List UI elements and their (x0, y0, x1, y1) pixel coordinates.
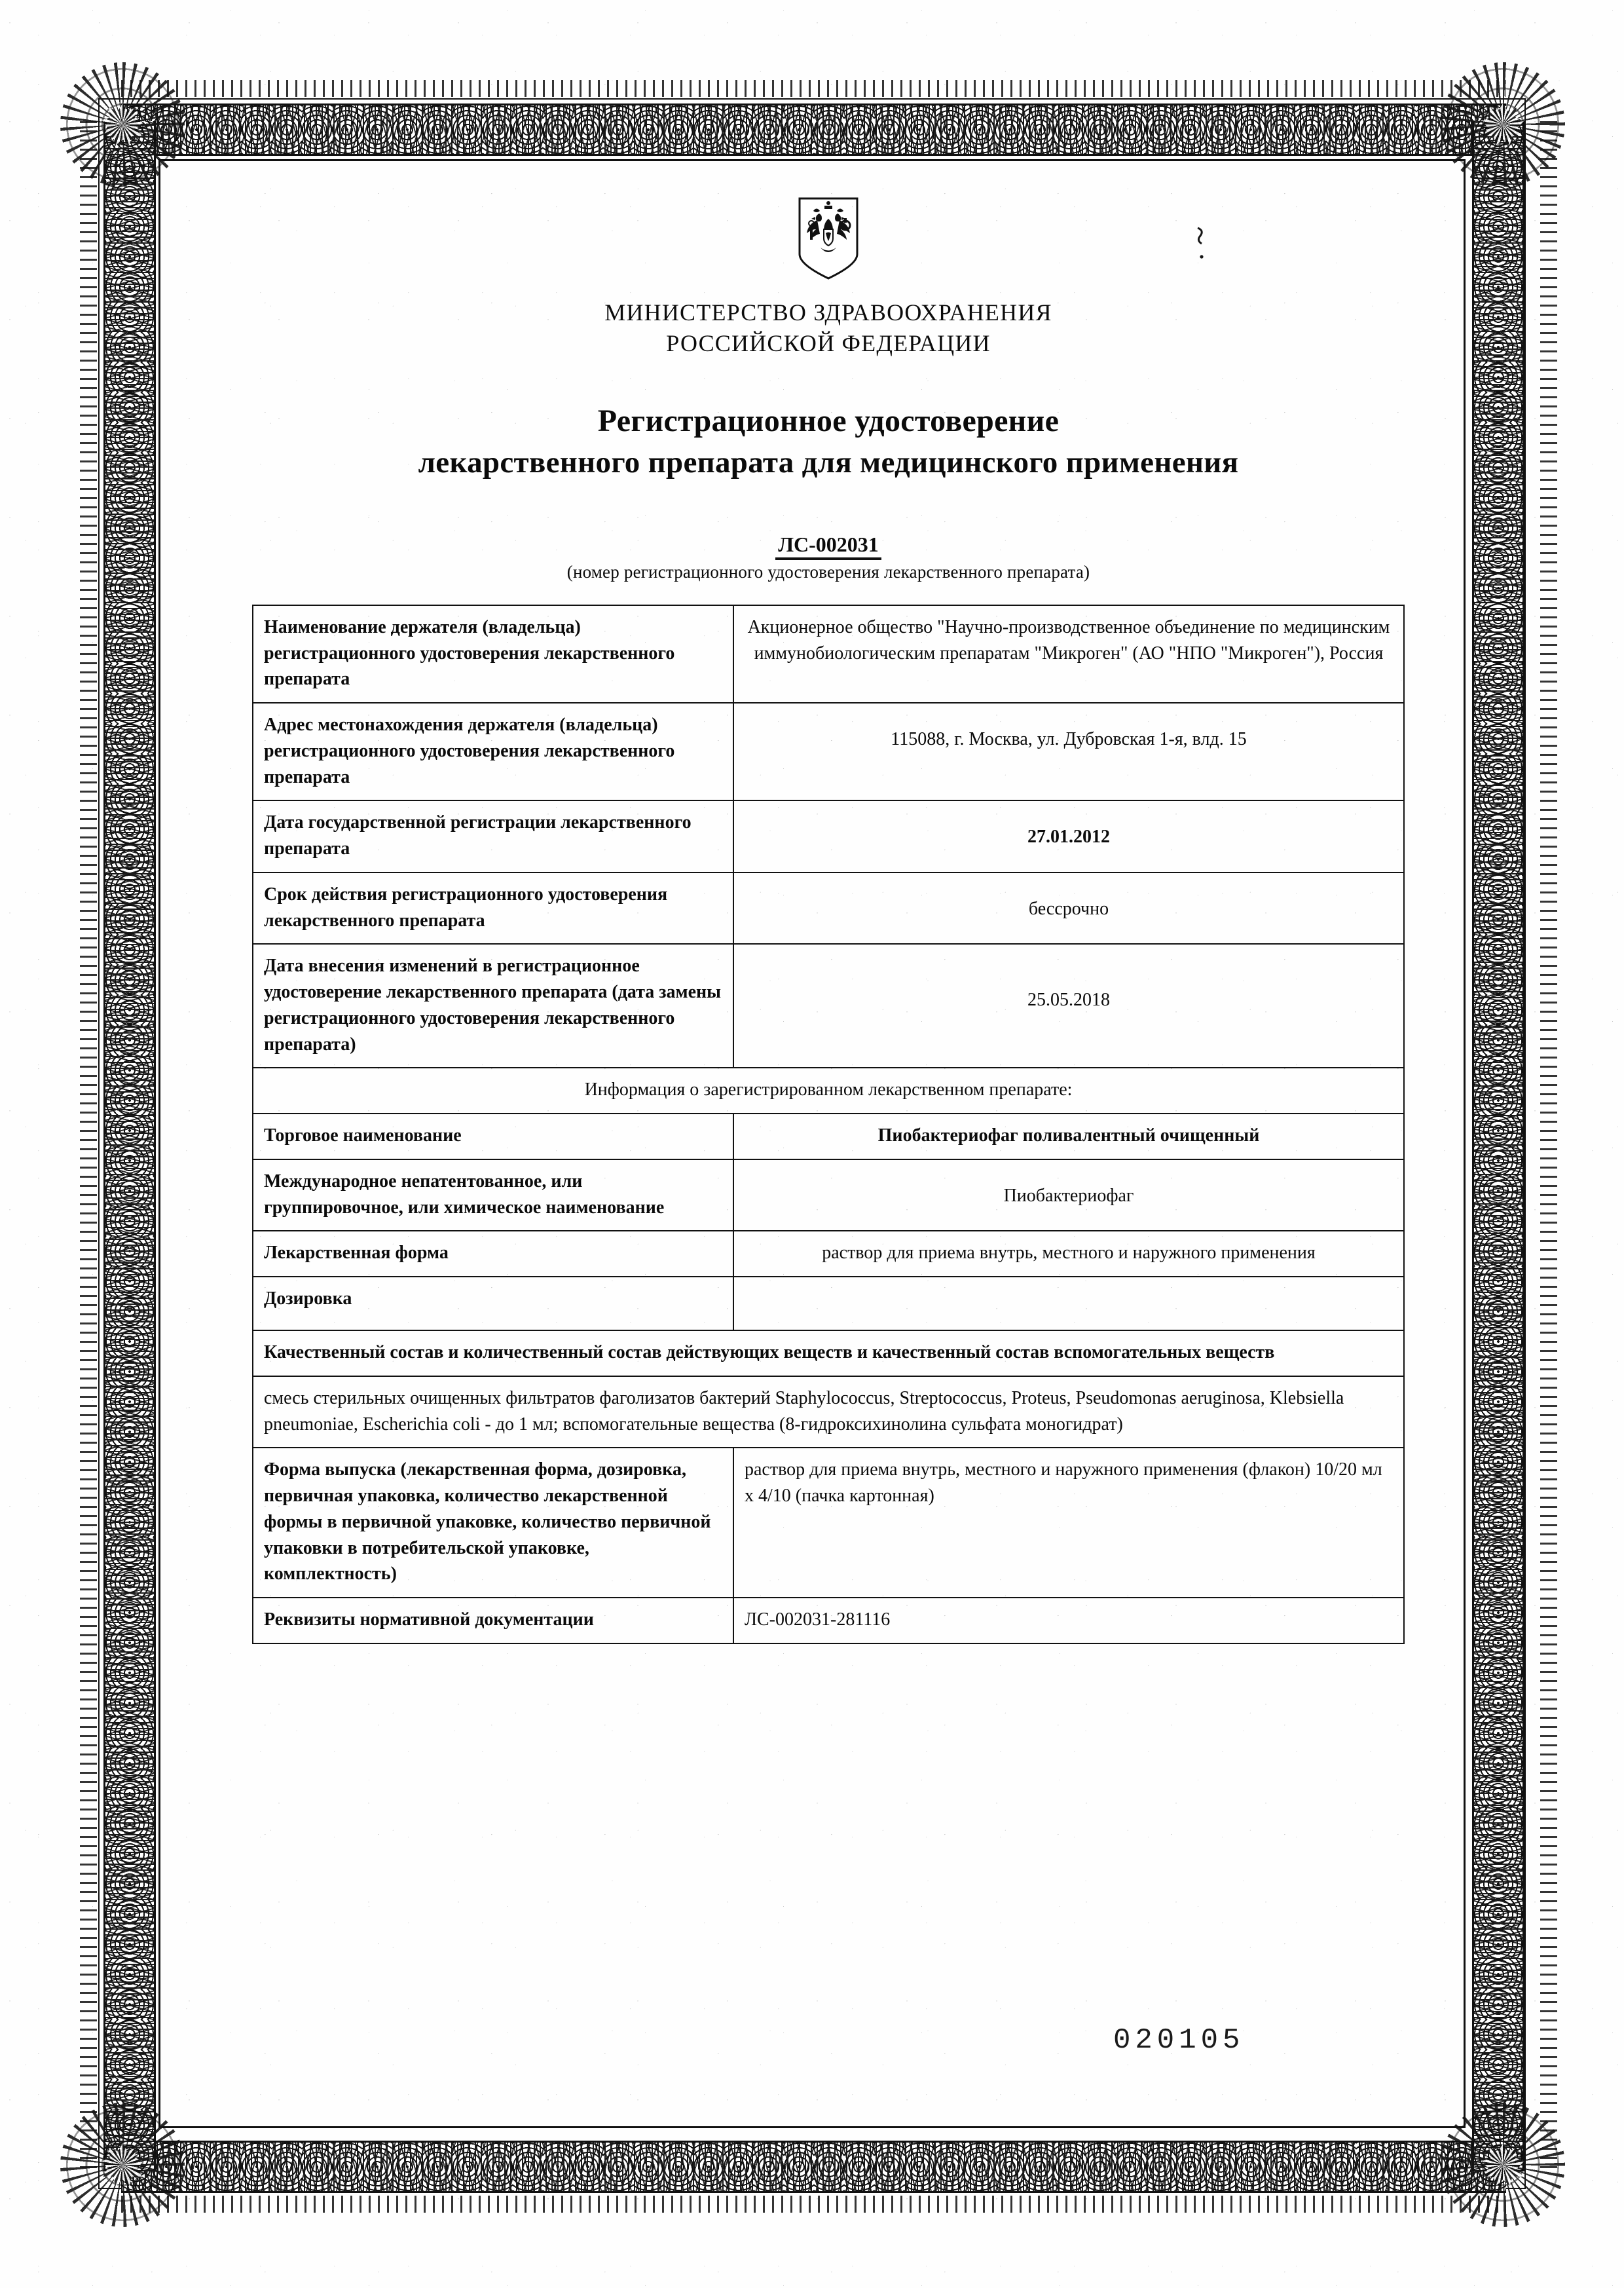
row-label: Торговое наименование (253, 1114, 733, 1159)
row-label: Лекарственная форма (253, 1231, 733, 1277)
row-value: ЛС-002031-281116 (733, 1598, 1404, 1643)
ministry-heading (226, 297, 1431, 359)
title-line-2: лекарственного препарата для медицинского применения (418, 445, 1239, 479)
guilloche-band-left (103, 121, 156, 2171)
registration-number-caption: (номер регистрационного удостоверения лекарственного препарата) (566, 561, 1090, 582)
row-label: Форма выпуска (лекарственная форма, дозировка, первичная упаковка, количество лекарственной формы в первичной упаковке, количество первичной упаковки в потребительской упаковке, комплектность) (253, 1448, 733, 1598)
ministry-line-1: МИНИСТЕРСТВО ЗДРАВООХРАНЕНИЯ (604, 299, 1052, 326)
table-row (253, 800, 1404, 872)
row-value: 27.01.2012 (733, 800, 1404, 872)
row-label: Наименование держателя (владельца) регистрационного удостоверения лекарственного препарата (253, 605, 733, 703)
registration-number-value: ЛС-002031 (775, 533, 881, 560)
row-value: 25.05.2018 (733, 944, 1404, 1068)
serial-number: 020105 (1113, 2024, 1245, 2057)
table-row (253, 944, 1404, 1068)
corner-rosette-top-left (60, 62, 185, 187)
table-banner-row (253, 1068, 1404, 1114)
tick-band-left (80, 121, 97, 2171)
table-row (253, 1448, 1404, 1598)
border-rule-top-inner (158, 159, 1466, 161)
guilloche-band-right (1472, 121, 1524, 2171)
table-row (253, 1231, 1404, 1277)
composition-text: смесь стерильных очищенных фильтратов фаголизатов бактерий Staphylococcus, Streptococcus, Proteus, Pseudomonas aeruginosa, Klebsiella pneumoniae, Escherichia coli - до 1 мл; вспомогательные вещества (8-гидроксихинолина сульфата моногидрат) (253, 1376, 1404, 1448)
corner-rosette-bottom-left (60, 2103, 185, 2227)
border-rule-right-outer (1524, 98, 1526, 2189)
row-label: Международное непатентованное, или группировочное, или химическое наименование (253, 1159, 733, 1231)
row-value (733, 1277, 1404, 1330)
guilloche-band-bottom (121, 2141, 1506, 2193)
row-label: Реквизиты нормативной документации (253, 1598, 733, 1643)
row-value: Пиобактериофаг поливалентный очищенный (733, 1114, 1404, 1159)
registration-number (226, 533, 1431, 557)
row-label: Дата государственной регистрации лекарственного препарата (253, 800, 733, 872)
table-row (253, 1598, 1404, 1643)
tick-band-bottom (121, 2196, 1506, 2213)
table-row (253, 1376, 1404, 1448)
table-row (253, 1159, 1404, 1231)
table-row (253, 703, 1404, 800)
row-label: Срок действия регистрационного удостоверения лекарственного препарата (253, 872, 733, 945)
corner-rosette-top-right (1441, 62, 1565, 187)
border-rule-bottom-inner (158, 2126, 1466, 2128)
guilloche-band-top (121, 103, 1506, 156)
table-row (253, 1330, 1404, 1376)
table-row (253, 1114, 1404, 1159)
composition-header: Качественный состав и количественный состав действующих веществ и качественный состав вспомогательных веществ (253, 1330, 1404, 1376)
table-row (253, 605, 1404, 703)
tick-band-right (1540, 121, 1557, 2171)
registration-data-table (252, 605, 1405, 1644)
row-value: Пиобактериофаг (733, 1159, 1404, 1231)
corner-rosette-bottom-right (1441, 2103, 1565, 2227)
border-rule-left-outer (98, 98, 100, 2189)
row-label: Адрес местонахождения держателя (владельца) регистрационного удостоверения лекарственного препарата (253, 703, 733, 800)
tick-band-top (121, 80, 1506, 97)
ministry-line-2: РОССИЙСКОЙ ФЕДЕРАЦИИ (666, 329, 991, 356)
row-value: бессрочно (733, 872, 1404, 945)
table-row (253, 872, 1404, 945)
scan-ink-mark (1192, 227, 1215, 266)
registered-product-banner: Информация о зарегистрированном лекарственном препарате: (253, 1068, 1404, 1114)
russian-coat-of-arms-icon (796, 197, 861, 280)
title-line-1: Регистрационное удостоверение (597, 403, 1060, 438)
row-value: Акционерное общество "Научно-производственное объединение по медицинским иммунобиологическим препаратам "Микроген" (АО "НПО "Микроген"), Россия (733, 605, 1404, 703)
table-row (253, 1277, 1404, 1330)
row-value: раствор для приема внутрь, местного и наружного применения (733, 1231, 1404, 1277)
row-label: Дата внесения изменений в регистрационное удостоверение лекарственного препарата (дата замены регистрационного удостоверения лекарственного препарата) (253, 944, 733, 1068)
row-label: Дозировка (253, 1277, 733, 1330)
border-rule-top-outer (98, 98, 1526, 100)
border-rule-left-inner (158, 159, 160, 2128)
border-rule-right-inner (1464, 159, 1466, 2128)
row-value: раствор для приема внутрь, местного и наружного применения (флакон) 10/20 мл х 4/10 (пачка картонная) (733, 1448, 1404, 1598)
row-value: 115088, г. Москва, ул. Дубровская 1-я, влд. 15 (733, 703, 1404, 800)
document-title (226, 400, 1431, 484)
